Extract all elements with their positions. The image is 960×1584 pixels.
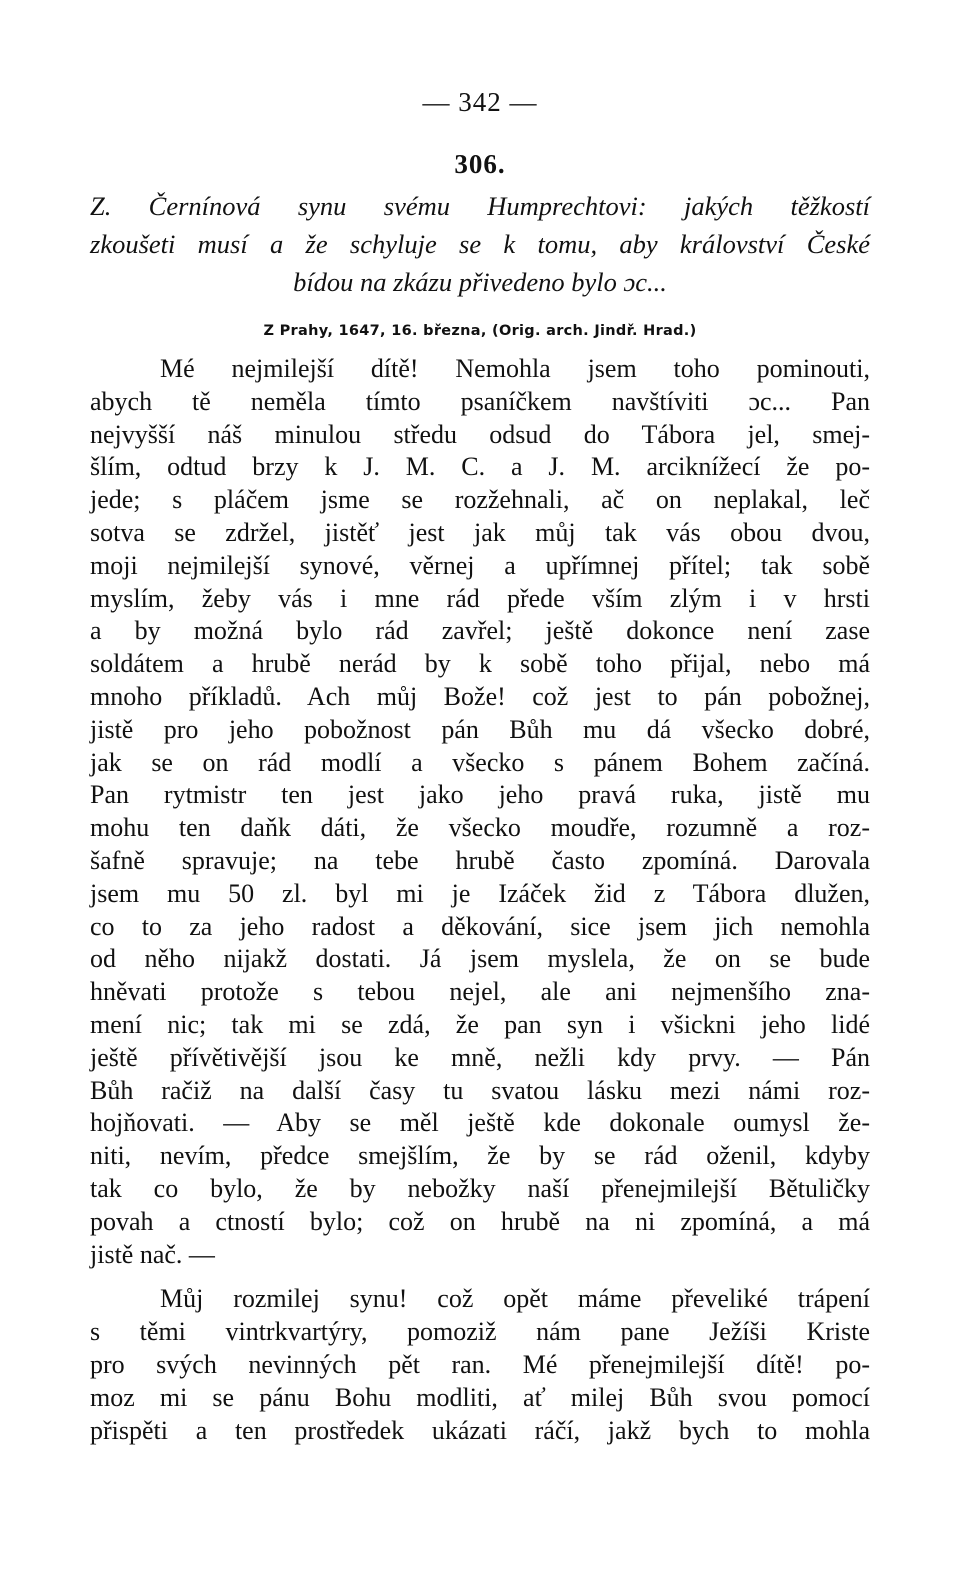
text-line: jsem mu 50 zl. byl mi je Izáček žid z Tábora dlužen, bbox=[90, 878, 870, 908]
text-line: tak co bylo, že by nebožky naší přenejmilejší Bětuličky bbox=[90, 1173, 870, 1203]
page-number: — 342 — bbox=[422, 87, 538, 117]
text-line: Můj rozmilej synu! což opět máme převeliké trápení bbox=[160, 1284, 870, 1314]
text-line: moji nejmilejší synové, věrnej a upřímnej přítel; tak sobě bbox=[90, 550, 870, 580]
document-number: 306. bbox=[454, 149, 506, 179]
text-line: nejvyšší náš minulou středu odsud do Tábora jel, smej- bbox=[90, 419, 870, 449]
text-line: Mé nejmilejší dítě! Nemohla jsem toho pominouti, bbox=[160, 354, 870, 383]
text-line: a by možná bylo rád zavřel; ještě dokonce není zase bbox=[90, 616, 870, 646]
document-page bbox=[90, 85, 870, 1447]
text-line: Bůh račiž na další časy tu svatou lásku mezi námi roz- bbox=[90, 1075, 870, 1105]
text-line: pro svých nevinných pět ran. Mé přenejmilejší dítě! po- bbox=[90, 1349, 870, 1379]
paragraph-gap bbox=[90, 1271, 870, 1283]
text-line: povah a ctností bylo; což on hrubě na ni zpomíná, a má bbox=[90, 1206, 870, 1236]
text-line: soldátem a hrubě nerád by k sobě toho přijal, nebo má bbox=[90, 649, 870, 679]
text-line: od něho nijakž dostati. Já jsem myslela, že on se bude bbox=[90, 944, 870, 974]
text-line: Pan rytmistr ten jest jako jeho pravá ruka, jistě mu bbox=[90, 780, 870, 810]
heading-line: bídou na zkázu přivedeno bylo ɔc... bbox=[293, 267, 667, 297]
source-reference: Z Prahy, 1647, 16. března, (Orig. arch. Jindř. Hrad.) bbox=[263, 323, 697, 339]
text-line: mení nic; tak mi se zdá, že pan syn i všickni jeho lidé bbox=[90, 1009, 870, 1039]
text-line: mnoho příkladů. Ach můj Bože! což jest to pán pobožnej, bbox=[90, 681, 870, 711]
text-line: jede; s pláčem jsme se rozžehnali, ač on neplakal, leč bbox=[90, 485, 870, 515]
heading-line: Z. Černínová synu svému Humprechtovi: jakých těžkostí bbox=[90, 191, 870, 221]
text-line: šlím, odtud brzy k J. M. C. a J. M. arciknížecí že po- bbox=[90, 452, 870, 482]
text-line: přispěti a ten prostředek ukázati ráčí, jakž bych to mohla bbox=[90, 1415, 870, 1445]
heading-line: zkoušeti musí a že schyluje se k tomu, aby království České bbox=[90, 229, 870, 259]
letter-paragraph-1 bbox=[90, 353, 870, 1271]
text-line: abych tě neměla tímto psaníčkem navštíviti ɔc... Pan bbox=[90, 386, 870, 416]
text-line: hojňovati. — Aby se měl ještě kde dokonale oumysl že- bbox=[90, 1108, 870, 1138]
text-line: jistě pro jeho pobožnost pán Bůh mu dá všecko dobré, bbox=[90, 714, 870, 744]
text-line: niti, nevím, předce smejšlím, že by se rád oženil, kdyby bbox=[90, 1141, 870, 1171]
text-line: jak se on rád modlí a všecko s pánem Bohem začíná. bbox=[90, 747, 870, 777]
text-line: myslím, žeby vás i mne rád přede vším zlým i v hrsti bbox=[90, 583, 870, 613]
letter-paragraph-2 bbox=[90, 1283, 870, 1447]
text-line: moz mi se pánu Bohu modliti, ať milej Bůh svou pomocí bbox=[90, 1382, 870, 1412]
text-line: jistě nač. — bbox=[90, 1239, 215, 1269]
text-line: mohu ten daňk dáti, že všecko moudře, rozumně a roz- bbox=[90, 813, 870, 843]
text-line: šafně spravuje; na tebe hrubě často zpomíná. Darovala bbox=[90, 845, 870, 875]
text-line: s těmi vintrkvartýry, pomoziž nám pane Ježíši Kriste bbox=[90, 1317, 870, 1347]
letter-heading bbox=[90, 187, 870, 301]
text-line: ještě přívětivější jsou ke mně, nežli kdy prvy. — Pán bbox=[90, 1042, 870, 1072]
text-line: sotva se zdržel, jistěť jest jak můj tak vás obou dvou, bbox=[90, 517, 870, 547]
text-line: hněvati protože s tebou nejel, ale ani nejmenšího zna- bbox=[90, 977, 870, 1007]
text-line: co to za jeho radost a děkování, sice jsem jich nemohla bbox=[90, 911, 870, 941]
